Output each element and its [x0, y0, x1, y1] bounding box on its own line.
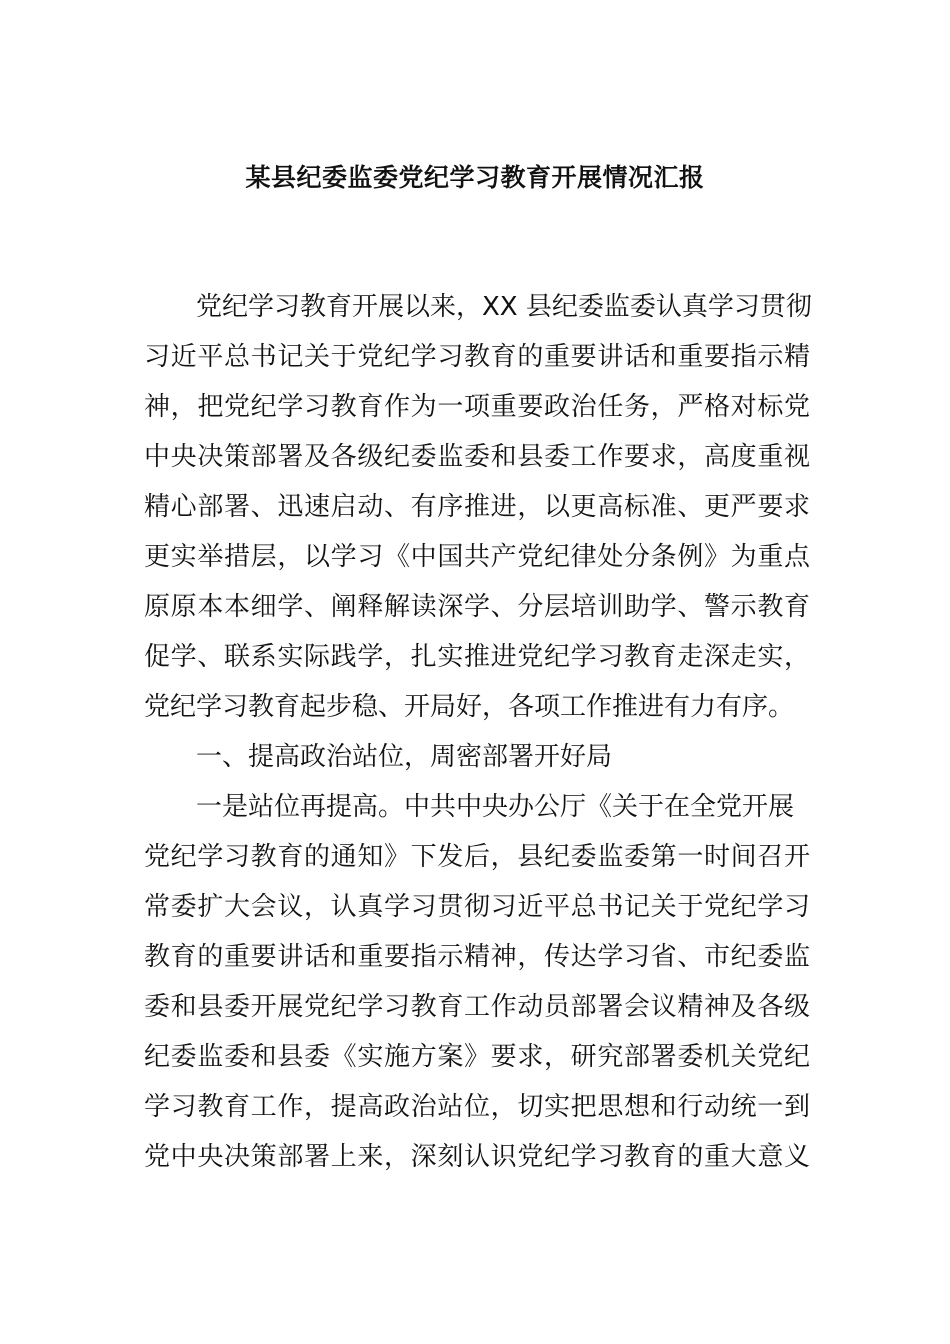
paragraph-2-line-1: 一是站位再提高。中共中央办公厅《关于在全党开展	[196, 792, 795, 822]
document-body	[144, 282, 810, 1182]
paragraph-2-line-8: 党中央决策部署上来，深刻认识党纪学习教育的重大意义	[144, 1142, 810, 1172]
paragraph-2-line-5: 委和县委开展党纪学习教育工作动员部署会议精神及各级	[144, 992, 810, 1022]
paragraph-1-line-1: 党纪学习教育开展以来，XX 县纪委监委认真学习贯彻	[196, 292, 812, 322]
section-heading-1: 一、提高政治站位，周密部署开好局	[196, 742, 613, 772]
paragraph-1-line-7: 原原本本细学、阐释解读深学、分层培训助学、警示教育	[144, 592, 810, 622]
paragraph-1-line-8: 促学、联系实际践学，扎实推进党纪学习教育走深走实，	[144, 642, 810, 672]
paragraph-2-line-3: 常委扩大会议，认真学习贯彻习近平总书记关于党纪学习	[144, 892, 810, 922]
paragraph-1-line-3: 神，把党纪学习教育作为一项重要政治任务，严格对标党	[144, 392, 810, 422]
paragraph-2-line-4: 教育的重要讲话和重要指示精神，传达学习省、市纪委监	[144, 942, 810, 972]
paragraph-2-line-6: 纪委监委和县委《实施方案》要求，研究部署委机关党纪	[144, 1042, 810, 1072]
paragraph-1-line-9: 党纪学习教育起步稳、开局好，各项工作推进有力有序。	[144, 692, 795, 722]
paragraph-2-line-7: 学习教育工作，提高政治站位，切实把思想和行动统一到	[144, 1092, 810, 1122]
paragraph-2-line-2: 党纪学习教育的通知》下发后，县纪委监委第一时间召开	[144, 842, 810, 872]
paragraph-1-line-5: 精心部署、迅速启动、有序推进，以更高标准、更严要求	[144, 492, 810, 522]
paragraph-1-line-2: 习近平总书记关于党纪学习教育的重要讲话和重要指示精	[144, 342, 810, 372]
paragraph-1-line-4: 中央决策部署及各级纪委监委和县委工作要求，高度重视	[144, 442, 810, 472]
paragraph-1-line-6: 更实举措层，以学习《中国共产党纪律处分条例》为重点	[144, 542, 810, 572]
document-title: 某县纪委监委党纪学习教育开展情况汇报	[245, 163, 705, 192]
